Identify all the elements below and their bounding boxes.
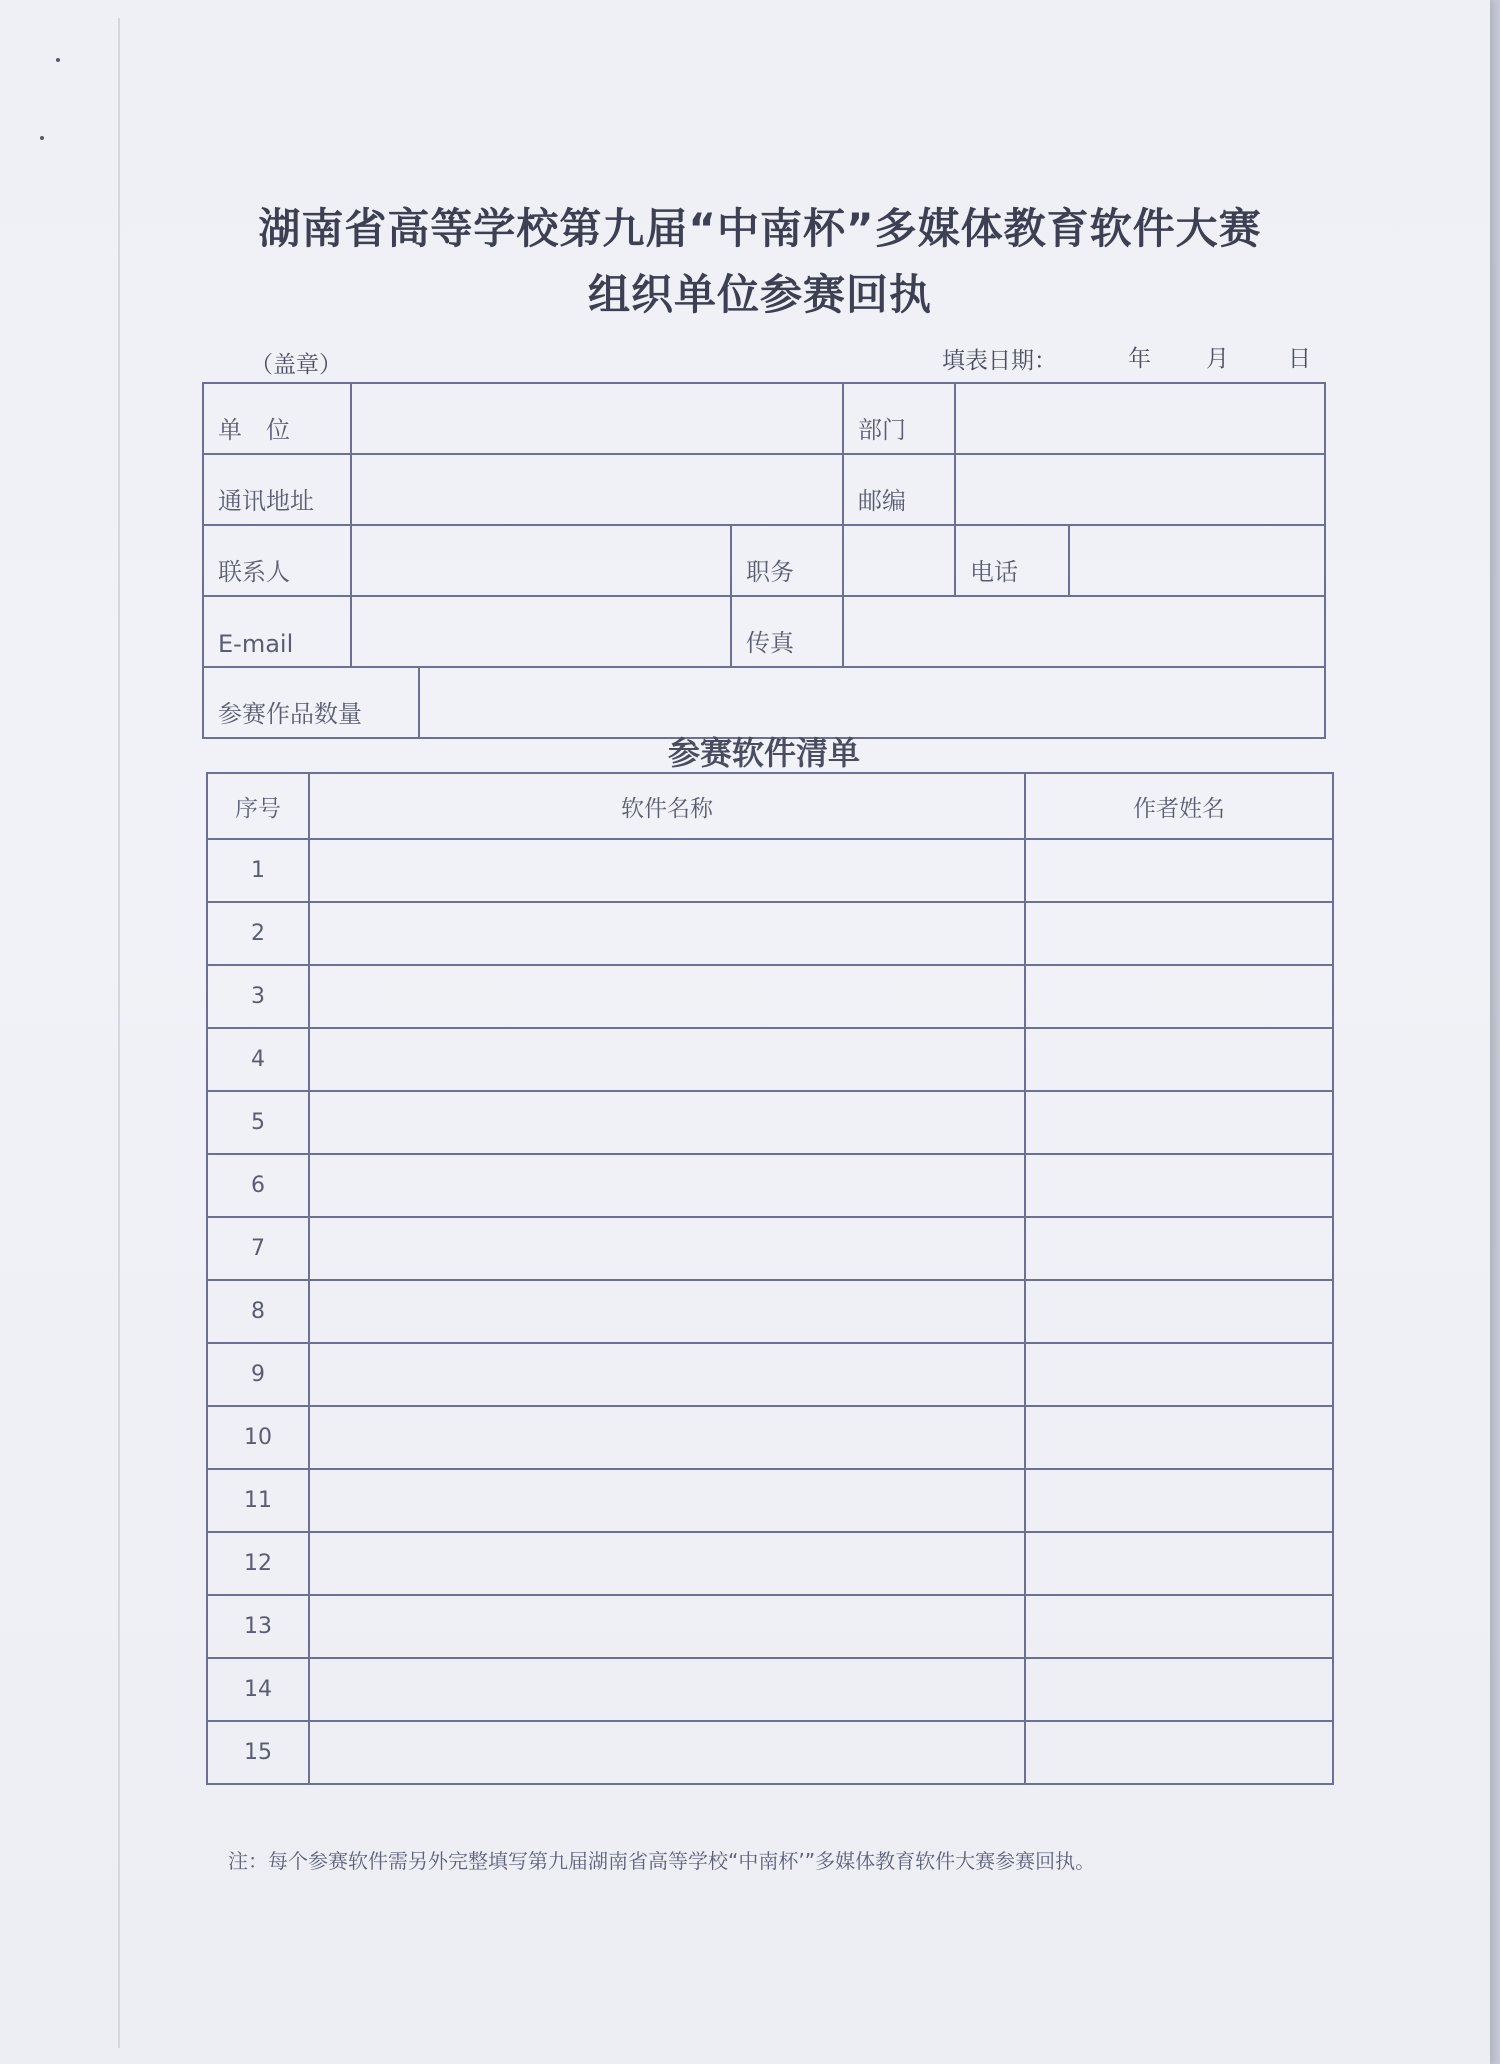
seal-label: （盖章）	[250, 352, 342, 378]
phone-field[interactable]	[1069, 525, 1325, 596]
footnote: 注：每个参赛软件需另外完整填写第九届湖南省高等学校“中南杯’”多媒体教育软件大赛参赛回执。	[228, 1849, 1096, 1873]
table-row	[207, 1658, 1333, 1721]
column-header-software-name: 软件名称	[309, 773, 1025, 839]
author-name-cell[interactable]	[1025, 965, 1333, 1028]
table-row	[203, 525, 1325, 596]
year-label: 年	[1128, 346, 1151, 372]
row-number: 14	[207, 1658, 309, 1721]
software-name-cell[interactable]	[309, 1658, 1025, 1721]
speck	[56, 58, 60, 62]
author-name-cell[interactable]	[1025, 1154, 1333, 1217]
table-row	[203, 596, 1325, 667]
table-row	[207, 1280, 1333, 1343]
row-number: 5	[207, 1091, 309, 1154]
month-label: 月	[1206, 346, 1229, 372]
software-list-title: 参赛软件清单	[667, 734, 860, 772]
row-number: 1	[207, 839, 309, 902]
software-name-cell[interactable]	[309, 839, 1025, 902]
author-name-cell[interactable]	[1025, 902, 1333, 965]
software-name-cell[interactable]	[309, 1406, 1025, 1469]
table-row	[207, 1532, 1333, 1595]
table-row	[207, 1721, 1333, 1784]
row-number: 9	[207, 1343, 309, 1406]
software-name-cell[interactable]	[309, 1028, 1025, 1091]
table-row	[207, 1028, 1333, 1091]
software-name-cell[interactable]	[309, 1343, 1025, 1406]
postcode-field[interactable]	[955, 454, 1325, 525]
row-number: 7	[207, 1217, 309, 1280]
contact-field[interactable]	[351, 525, 731, 596]
email-field[interactable]	[351, 596, 731, 667]
day-label: 日	[1288, 346, 1311, 372]
table-row	[203, 454, 1325, 525]
row-number: 10	[207, 1406, 309, 1469]
author-name-cell[interactable]	[1025, 1721, 1333, 1784]
software-name-cell[interactable]	[309, 965, 1025, 1028]
row-number: 12	[207, 1532, 309, 1595]
software-name-cell[interactable]	[309, 1217, 1025, 1280]
software-name-cell[interactable]	[309, 1532, 1025, 1595]
author-name-cell[interactable]	[1025, 1091, 1333, 1154]
table-row	[207, 1469, 1333, 1532]
unit-label: 单 位	[203, 383, 351, 454]
row-number: 8	[207, 1280, 309, 1343]
row-number: 6	[207, 1154, 309, 1217]
software-name-cell[interactable]	[309, 1595, 1025, 1658]
author-name-cell[interactable]	[1025, 1280, 1333, 1343]
author-name-cell[interactable]	[1025, 1469, 1333, 1532]
author-name-cell[interactable]	[1025, 1595, 1333, 1658]
author-name-cell[interactable]	[1025, 1532, 1333, 1595]
row-number: 13	[207, 1595, 309, 1658]
software-list-table	[206, 772, 1334, 1785]
software-name-cell[interactable]	[309, 1154, 1025, 1217]
row-number: 4	[207, 1028, 309, 1091]
position-field[interactable]	[843, 525, 955, 596]
table-header-row	[207, 773, 1333, 839]
row-number: 11	[207, 1469, 309, 1532]
table-row	[207, 1406, 1333, 1469]
software-name-cell[interactable]	[309, 1091, 1025, 1154]
table-row	[207, 902, 1333, 965]
column-header-author-name: 作者姓名	[1025, 773, 1333, 839]
software-name-cell[interactable]	[309, 1469, 1025, 1532]
author-name-cell[interactable]	[1025, 1028, 1333, 1091]
table-row	[207, 1091, 1333, 1154]
row-number: 15	[207, 1721, 309, 1784]
author-name-cell[interactable]	[1025, 1217, 1333, 1280]
table-row	[203, 383, 1325, 454]
contact-label: 联系人	[203, 525, 351, 596]
fax-field[interactable]	[843, 596, 1325, 667]
address-field[interactable]	[351, 454, 843, 525]
software-name-cell[interactable]	[309, 902, 1025, 965]
row-number: 3	[207, 965, 309, 1028]
phone-label: 电话	[955, 525, 1069, 596]
postcode-label: 邮编	[843, 454, 955, 525]
date-label: 填表日期：	[942, 348, 1057, 374]
binding-edge	[118, 18, 120, 2048]
unit-field[interactable]	[351, 383, 843, 454]
fax-label: 传真	[731, 596, 843, 667]
entry-count-label: 参赛作品数量	[203, 667, 419, 738]
software-name-cell[interactable]	[309, 1280, 1025, 1343]
column-header-number: 序号	[207, 773, 309, 839]
author-name-cell[interactable]	[1025, 1406, 1333, 1469]
department-label: 部门	[843, 383, 955, 454]
speck	[40, 136, 44, 140]
position-label: 职务	[731, 525, 843, 596]
software-name-cell[interactable]	[309, 1721, 1025, 1784]
table-row	[207, 839, 1333, 902]
form-title-line2: 组织单位参赛回执	[587, 270, 932, 319]
form-title-line1: 湖南省高等学校第九届“中南杯”多媒体教育软件大赛	[258, 204, 1262, 253]
organization-info-table	[202, 382, 1326, 739]
table-row	[207, 1154, 1333, 1217]
table-row	[207, 965, 1333, 1028]
table-row	[207, 1217, 1333, 1280]
address-label: 通讯地址	[203, 454, 351, 525]
email-label: E-mail	[203, 596, 351, 667]
author-name-cell[interactable]	[1025, 839, 1333, 902]
department-field[interactable]	[955, 383, 1325, 454]
table-row	[207, 1343, 1333, 1406]
row-number: 2	[207, 902, 309, 965]
author-name-cell[interactable]	[1025, 1343, 1333, 1406]
table-row	[207, 1595, 1333, 1658]
author-name-cell[interactable]	[1025, 1658, 1333, 1721]
